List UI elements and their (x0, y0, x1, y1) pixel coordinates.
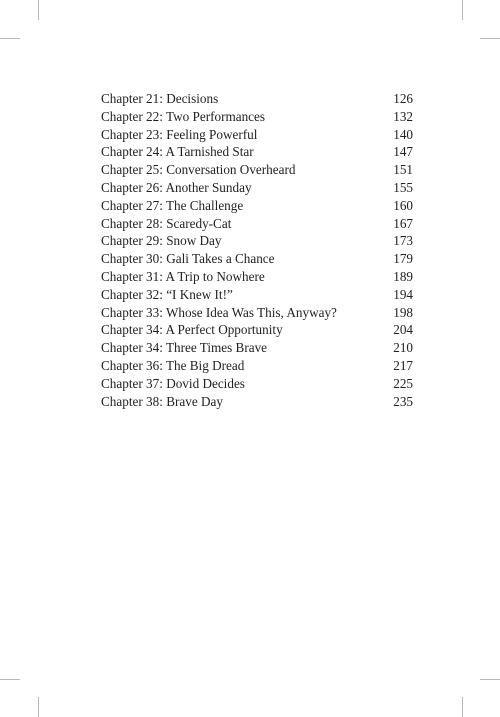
crop-mark-bottom-left-horizontal (0, 679, 20, 680)
toc-entry-title: Chapter 24: A Tarnished Star (101, 144, 254, 160)
toc-entry-title: Chapter 29: Snow Day (101, 233, 222, 249)
toc-entry-title: Chapter 23: Feeling Powerful (101, 126, 258, 142)
toc-entry-title: Chapter 36: The Big Dread (101, 357, 245, 373)
toc-entry-page-number: 155 (393, 179, 413, 195)
toc-entry-title: Chapter 30: Gali Takes a Chance (101, 251, 275, 267)
toc-entry (101, 232, 413, 250)
toc-entry-title: Chapter 34: Three Times Brave (101, 340, 268, 356)
toc-entry-title: Chapter 38: Brave Day (101, 393, 223, 409)
toc-entry (101, 339, 413, 357)
crop-mark-top-left-horizontal (0, 38, 20, 39)
toc-entry-title: Chapter 33: Whose Idea Was This, Anyway? (101, 304, 337, 320)
toc-entry (101, 197, 413, 215)
toc-entry (101, 304, 413, 322)
table-of-contents (101, 90, 413, 410)
toc-entry-page-number: 194 (393, 286, 413, 302)
toc-entry (101, 90, 413, 108)
toc-entry-title: Chapter 28: Scaredy-Cat (101, 215, 232, 231)
toc-entry (101, 375, 413, 393)
toc-entry-page-number: 147 (393, 144, 413, 160)
toc-entry (101, 357, 413, 375)
toc-entry-page-number: 173 (393, 233, 413, 249)
crop-mark-bottom-right-vertical (462, 697, 463, 717)
toc-entry (101, 286, 413, 304)
toc-entry (101, 179, 413, 197)
toc-entry-title: Chapter 22: Two Performances (101, 108, 265, 124)
toc-entry-page-number: 217 (393, 357, 413, 373)
toc-entry-title: Chapter 37: Dovid Decides (101, 375, 245, 391)
toc-entry-page-number: 167 (393, 215, 413, 231)
toc-entry-page-number: 210 (393, 340, 413, 356)
crop-mark-top-right-horizontal (480, 38, 500, 39)
toc-entry-title: Chapter 27: The Challenge (101, 197, 244, 213)
toc-entry (101, 161, 413, 179)
toc-entry-page-number: 179 (393, 251, 413, 267)
toc-entry-title: Chapter 34: A Perfect Opportunity (101, 322, 283, 338)
crop-mark-top-right-vertical (462, 0, 463, 20)
toc-entry-title: Chapter 21: Decisions (101, 91, 219, 106)
crop-mark-bottom-right-horizontal (480, 679, 500, 680)
toc-entry-title: Chapter 32: “I Knew It!” (101, 286, 233, 302)
toc-entry (101, 143, 413, 161)
toc-entry (101, 393, 413, 411)
toc-entry-page-number: 225 (393, 375, 413, 391)
toc-entry (101, 321, 413, 339)
toc-entry-title: Chapter 25: Conversation Overheard (101, 162, 296, 178)
toc-entry-page-number: 204 (393, 322, 413, 338)
toc-entry (101, 250, 413, 268)
toc-entry-page-number: 198 (393, 304, 413, 320)
toc-entry-page-number: 132 (393, 108, 413, 124)
crop-mark-bottom-left-vertical (38, 697, 39, 717)
crop-mark-top-left-vertical (38, 0, 39, 20)
toc-entry-page-number: 126 (393, 91, 413, 106)
toc-entry (101, 126, 413, 144)
toc-entry (101, 108, 413, 126)
toc-entry (101, 215, 413, 233)
toc-entry-page-number: 160 (393, 197, 413, 213)
toc-entry-page-number: 140 (393, 126, 413, 142)
toc-entry-page-number: 189 (393, 268, 413, 284)
toc-entry-page-number: 151 (393, 162, 413, 178)
toc-entry-page-number: 235 (393, 393, 413, 409)
toc-entry-title: Chapter 26: Another Sunday (101, 179, 252, 195)
toc-entry (101, 268, 413, 286)
toc-entry-title: Chapter 31: A Trip to Nowhere (101, 268, 265, 284)
